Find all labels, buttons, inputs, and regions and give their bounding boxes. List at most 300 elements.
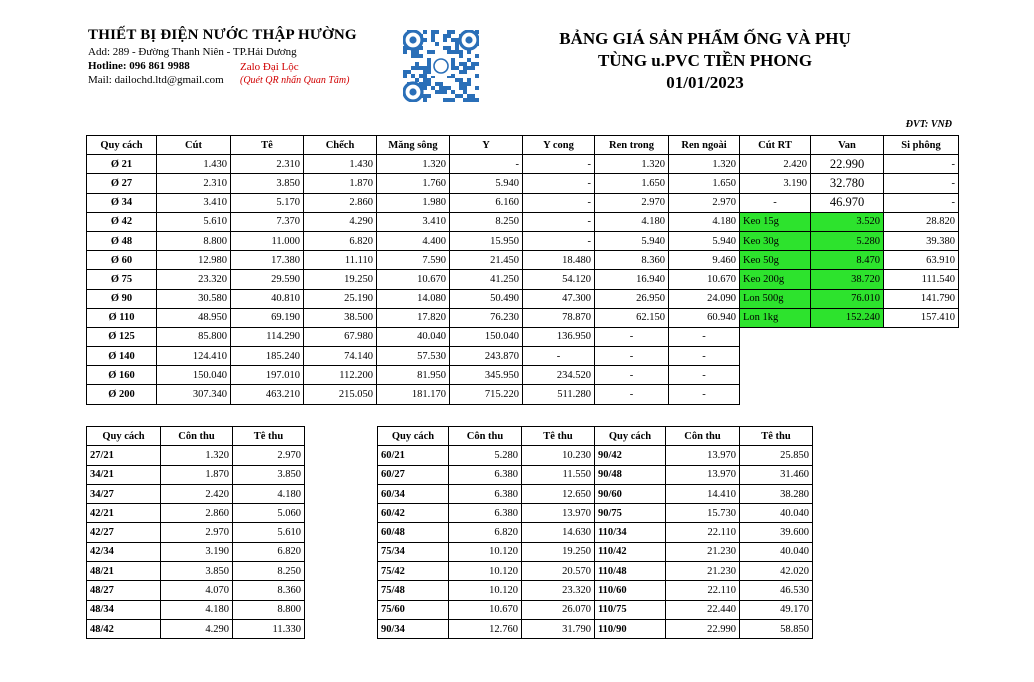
table-cell: 5.940 <box>450 174 523 193</box>
table-cell: 48/21 <box>87 562 161 581</box>
table-cell: 67.980 <box>304 327 377 346</box>
table-cell: 74.140 <box>304 347 377 366</box>
table-cell: Keo 50g <box>740 251 811 270</box>
table-row <box>378 562 813 581</box>
table-cell: 5.940 <box>669 231 740 250</box>
row-spec: Ø 34 <box>87 193 157 212</box>
table-row <box>87 327 959 346</box>
table-cell: 41.250 <box>450 270 523 289</box>
blank-cell <box>811 327 884 346</box>
table-cell: 715.220 <box>450 385 523 404</box>
table-cell: 5.280 <box>811 231 884 250</box>
table-cell: 75/34 <box>378 542 449 561</box>
table-cell: 90/48 <box>595 465 666 484</box>
table-cell: 63.910 <box>884 251 959 270</box>
table-cell: 2.860 <box>161 504 233 523</box>
table-cell: 75/42 <box>378 562 449 581</box>
column-header: Măng sông <box>377 136 450 155</box>
table-row <box>87 446 305 465</box>
table-cell: 22.990 <box>666 619 740 638</box>
price-list-title <box>520 28 890 94</box>
table-cell: 8.250 <box>233 562 305 581</box>
table-cell: 21.230 <box>666 542 740 561</box>
table-cell: 10.670 <box>449 600 522 619</box>
table-row <box>378 446 813 465</box>
table-cell: - <box>595 385 669 404</box>
table-row <box>378 581 813 600</box>
table-row <box>378 465 813 484</box>
table-cell: 38.720 <box>811 270 884 289</box>
table-cell: 511.280 <box>523 385 595 404</box>
table-cell: 1.320 <box>669 155 740 174</box>
table-cell: 27/21 <box>87 446 161 465</box>
table-cell: 243.870 <box>450 347 523 366</box>
table-cell: 17.380 <box>231 251 304 270</box>
table-cell: 30.580 <box>157 289 231 308</box>
table-cell: 1.430 <box>157 155 231 174</box>
table-cell: - <box>523 193 595 212</box>
column-header: Chếch <box>304 136 377 155</box>
table-row <box>87 212 959 231</box>
table-cell: 48/27 <box>87 581 161 600</box>
row-spec: Ø 60 <box>87 251 157 270</box>
table-cell: 12.760 <box>449 619 522 638</box>
row-spec: Ø 90 <box>87 289 157 308</box>
table-row <box>87 465 305 484</box>
table-cell: - <box>523 174 595 193</box>
table-cell: 42/21 <box>87 504 161 523</box>
column-header: Côn thu <box>666 427 740 446</box>
column-header: Quy cách <box>87 427 161 446</box>
table-cell: 12.650 <box>522 484 595 503</box>
table-cell: 185.240 <box>231 347 304 366</box>
company-hotline: Hotline: 096 861 9988 <box>88 60 190 72</box>
blank-cell <box>811 347 884 366</box>
table-cell: 60/27 <box>378 465 449 484</box>
table-row <box>87 231 959 250</box>
table-cell: 1.320 <box>595 155 669 174</box>
table-cell: 8.800 <box>233 600 305 619</box>
table-cell: 15.950 <box>450 231 523 250</box>
table-cell: 2.420 <box>740 155 811 174</box>
row-spec: Ø 160 <box>87 366 157 385</box>
table-cell: 4.180 <box>669 212 740 231</box>
reducer-table-right <box>377 426 813 639</box>
table-cell: 2.860 <box>304 193 377 212</box>
table-cell: 2.970 <box>161 523 233 542</box>
table-cell: 11.110 <box>304 251 377 270</box>
table-cell: 57.530 <box>377 347 450 366</box>
table-cell: 114.290 <box>231 327 304 346</box>
table-cell: 78.870 <box>523 308 595 327</box>
table-cell: 7.590 <box>377 251 450 270</box>
table-cell: 76.230 <box>450 308 523 327</box>
table-cell: 54.120 <box>523 270 595 289</box>
table-cell: 31.790 <box>522 619 595 638</box>
table-cell: 40.040 <box>740 504 813 523</box>
table-cell: 15.730 <box>666 504 740 523</box>
blank-cell <box>740 347 811 366</box>
table-cell: 85.800 <box>157 327 231 346</box>
table-cell: 11.000 <box>231 231 304 250</box>
column-header: Côn thu <box>161 427 233 446</box>
table-cell: 81.950 <box>377 366 450 385</box>
table-cell: 12.980 <box>157 251 231 270</box>
table-cell: 215.050 <box>304 385 377 404</box>
table-cell: 48.950 <box>157 308 231 327</box>
table-cell: 2.310 <box>157 174 231 193</box>
table-cell: 150.040 <box>157 366 231 385</box>
table-cell: 20.570 <box>522 562 595 581</box>
table-cell: 28.820 <box>884 212 959 231</box>
table-cell: 13.970 <box>666 446 740 465</box>
column-header: Ren ngoài <box>669 136 740 155</box>
blank-cell <box>811 385 884 404</box>
table-row <box>87 600 305 619</box>
row-spec: Ø 48 <box>87 231 157 250</box>
table-cell: 4.290 <box>304 212 377 231</box>
column-header: Cút RT <box>740 136 811 155</box>
table-cell: 60/48 <box>378 523 449 542</box>
table-cell: 29.590 <box>231 270 304 289</box>
table-cell: - <box>669 385 740 404</box>
table-cell: 18.480 <box>523 251 595 270</box>
table-cell: 22.110 <box>666 523 740 542</box>
table-cell: 8.360 <box>595 251 669 270</box>
row-spec: Ø 27 <box>87 174 157 193</box>
table-cell: 11.550 <box>522 465 595 484</box>
table-row <box>378 619 813 638</box>
table-cell: 11.330 <box>233 619 305 638</box>
table-cell: 1.760 <box>377 174 450 193</box>
table-cell: 50.490 <box>450 289 523 308</box>
table-row <box>87 174 959 193</box>
table-cell: 5.060 <box>233 504 305 523</box>
table-cell: 42.020 <box>740 562 813 581</box>
table-row <box>87 366 959 385</box>
table-cell: 110/48 <box>595 562 666 581</box>
table-cell: 21.230 <box>666 562 740 581</box>
table-cell: 6.380 <box>449 484 522 503</box>
table-cell: 19.250 <box>522 542 595 561</box>
table-cell: 3.850 <box>233 465 305 484</box>
table-cell: - <box>523 347 595 366</box>
table-cell: 58.850 <box>740 619 813 638</box>
table-cell: 21.450 <box>450 251 523 270</box>
qr-code-icon <box>403 30 479 102</box>
table-cell: 25.850 <box>740 446 813 465</box>
blank-cell <box>884 327 959 346</box>
table-cell: 5.170 <box>231 193 304 212</box>
column-header: Côn thu <box>449 427 522 446</box>
table-cell: 1.980 <box>377 193 450 212</box>
table-row <box>87 385 959 404</box>
table-cell: 32.780 <box>811 174 884 193</box>
table-cell: 10.230 <box>522 446 595 465</box>
table-cell: 25.190 <box>304 289 377 308</box>
table-cell: 31.460 <box>740 465 813 484</box>
table-row <box>87 542 305 561</box>
table-cell: 46.530 <box>740 581 813 600</box>
table-cell: 10.670 <box>377 270 450 289</box>
blank-cell <box>740 366 811 385</box>
table-cell: 10.670 <box>669 270 740 289</box>
row-spec: Ø 140 <box>87 347 157 366</box>
reducer-table-left <box>86 426 305 639</box>
table-cell: 4.180 <box>595 212 669 231</box>
table-cell: 34/21 <box>87 465 161 484</box>
table-cell: 111.540 <box>884 270 959 289</box>
table-cell: 60/34 <box>378 484 449 503</box>
table-cell: Keo 200g <box>740 270 811 289</box>
table-cell: 47.300 <box>523 289 595 308</box>
table-row <box>87 484 305 503</box>
table-row <box>87 308 959 327</box>
table-cell: 40.810 <box>231 289 304 308</box>
table-cell: 345.950 <box>450 366 523 385</box>
table-cell: 62.150 <box>595 308 669 327</box>
table-cell: 39.380 <box>884 231 959 250</box>
column-header: Quy cách <box>87 136 157 155</box>
table-cell: - <box>523 155 595 174</box>
column-header: Quy cách <box>378 427 449 446</box>
column-header: Tê <box>231 136 304 155</box>
table-cell: 197.010 <box>231 366 304 385</box>
table-cell: 5.940 <box>595 231 669 250</box>
table-row <box>87 193 959 212</box>
table-cell: - <box>669 366 740 385</box>
company-address: Add: 289 - Đường Thanh Niên - TP.Hải Dương <box>88 46 297 58</box>
table-cell: 46.970 <box>811 193 884 212</box>
column-header: Tê thu <box>522 427 595 446</box>
table-cell: 76.010 <box>811 289 884 308</box>
zalo-hint: (Quét QR nhấn Quan Tâm) <box>240 75 350 86</box>
table-cell: 60/42 <box>378 504 449 523</box>
table-cell: 10.120 <box>449 562 522 581</box>
table-cell: 13.970 <box>666 465 740 484</box>
table-cell: 49.170 <box>740 600 813 619</box>
blank-cell <box>884 347 959 366</box>
row-spec: Ø 75 <box>87 270 157 289</box>
table-cell: 136.950 <box>523 327 595 346</box>
table-row <box>87 155 959 174</box>
table-cell: 6.160 <box>450 193 523 212</box>
table-cell: - <box>523 212 595 231</box>
table-cell: 22.990 <box>811 155 884 174</box>
table-cell: 34/27 <box>87 484 161 503</box>
table-cell: 181.170 <box>377 385 450 404</box>
table-cell: 157.410 <box>884 308 959 327</box>
table-cell: 42/27 <box>87 523 161 542</box>
column-header: Tê thu <box>233 427 305 446</box>
table-cell: 13.970 <box>522 504 595 523</box>
table-cell: 3.850 <box>231 174 304 193</box>
table-cell: 2.310 <box>231 155 304 174</box>
table-row <box>378 523 813 542</box>
table-cell: 4.180 <box>161 600 233 619</box>
table-cell: 39.600 <box>740 523 813 542</box>
table-cell: Lon 500g <box>740 289 811 308</box>
table-row <box>378 600 813 619</box>
table-cell: 141.790 <box>884 289 959 308</box>
table-row <box>87 504 305 523</box>
row-spec: Ø 21 <box>87 155 157 174</box>
table-cell: 90/42 <box>595 446 666 465</box>
table-cell: 6.820 <box>449 523 522 542</box>
table-cell: 90/60 <box>595 484 666 503</box>
table-cell: 48/34 <box>87 600 161 619</box>
table-cell: 2.970 <box>233 446 305 465</box>
table-cell: Keo 30g <box>740 231 811 250</box>
table-cell: - <box>884 193 959 212</box>
table-row <box>87 289 959 308</box>
table-cell: 4.180 <box>233 484 305 503</box>
table-cell: 110/60 <box>595 581 666 600</box>
row-spec: Ø 200 <box>87 385 157 404</box>
table-cell: 75/60 <box>378 600 449 619</box>
table-cell: 14.080 <box>377 289 450 308</box>
table-cell: 234.520 <box>523 366 595 385</box>
table-cell: 6.820 <box>233 542 305 561</box>
table-cell: 1.870 <box>161 465 233 484</box>
table-cell: 3.410 <box>157 193 231 212</box>
column-header: Cút <box>157 136 231 155</box>
table-cell: 124.410 <box>157 347 231 366</box>
table-cell: 19.250 <box>304 270 377 289</box>
table-cell: - <box>669 327 740 346</box>
table-cell: 10.120 <box>449 542 522 561</box>
table-cell: 1.650 <box>595 174 669 193</box>
table-cell: 8.470 <box>811 251 884 270</box>
column-header: Y <box>450 136 523 155</box>
table-cell: 112.200 <box>304 366 377 385</box>
table-cell: - <box>595 347 669 366</box>
table-cell: 17.820 <box>377 308 450 327</box>
column-header: Tê thu <box>740 427 813 446</box>
table-cell: 1.320 <box>161 446 233 465</box>
table-cell: 26.070 <box>522 600 595 619</box>
table-cell: 5.280 <box>449 446 522 465</box>
table-row <box>378 504 813 523</box>
table-cell: 5.610 <box>157 212 231 231</box>
blank-cell <box>884 366 959 385</box>
table-cell: 23.320 <box>157 270 231 289</box>
column-header: Van <box>811 136 884 155</box>
table-cell: 110/75 <box>595 600 666 619</box>
table-cell: 4.400 <box>377 231 450 250</box>
table-cell: 7.370 <box>231 212 304 231</box>
table-row <box>378 484 813 503</box>
table-cell: - <box>884 155 959 174</box>
table-cell: 110/42 <box>595 542 666 561</box>
main-price-table <box>86 135 959 405</box>
blank-cell <box>740 385 811 404</box>
table-cell: 24.090 <box>669 289 740 308</box>
row-spec: Ø 110 <box>87 308 157 327</box>
table-cell: 40.040 <box>740 542 813 561</box>
table-cell: 3.520 <box>811 212 884 231</box>
table-cell: 152.240 <box>811 308 884 327</box>
table-cell: 2.420 <box>161 484 233 503</box>
table-cell: 2.970 <box>669 193 740 212</box>
table-cell: - <box>595 366 669 385</box>
column-header: Quy cách <box>595 427 666 446</box>
table-cell: 8.250 <box>450 212 523 231</box>
table-row <box>87 270 959 289</box>
title-line-2: TÙNG u.PVC TIỀN PHONG <box>597 51 813 70</box>
table-cell: 3.410 <box>377 212 450 231</box>
table-cell: 60.940 <box>669 308 740 327</box>
blank-cell <box>884 385 959 404</box>
table-cell: - <box>669 347 740 366</box>
table-cell: 2.970 <box>595 193 669 212</box>
table-cell: 3.190 <box>161 542 233 561</box>
table-cell: 6.380 <box>449 465 522 484</box>
table-cell: - <box>523 231 595 250</box>
table-cell: 38.500 <box>304 308 377 327</box>
table-row <box>87 347 959 366</box>
table-cell: 22.110 <box>666 581 740 600</box>
zalo-info <box>240 60 349 88</box>
table-cell: 4.070 <box>161 581 233 600</box>
table-cell: 6.380 <box>449 504 522 523</box>
title-line-1: BẢNG GIÁ SẢN PHẨM ỐNG VÀ PHỤ <box>559 29 851 48</box>
table-cell: Lon 1kg <box>740 308 811 327</box>
table-row <box>378 542 813 561</box>
table-cell: 75/48 <box>378 581 449 600</box>
table-cell: 5.610 <box>233 523 305 542</box>
table-cell: 150.040 <box>450 327 523 346</box>
title-date: 01/01/2023 <box>666 73 744 92</box>
table-cell: 26.950 <box>595 289 669 308</box>
column-header: Si phông <box>884 136 959 155</box>
table-cell: 110/34 <box>595 523 666 542</box>
table-cell: 9.460 <box>669 251 740 270</box>
table-cell: 307.340 <box>157 385 231 404</box>
table-cell: 69.190 <box>231 308 304 327</box>
table-cell: 110/90 <box>595 619 666 638</box>
row-spec: Ø 42 <box>87 212 157 231</box>
table-cell: 90/75 <box>595 504 666 523</box>
table-cell: 1.870 <box>304 174 377 193</box>
table-cell: 14.630 <box>522 523 595 542</box>
table-cell: 22.440 <box>666 600 740 619</box>
table-cell: 3.190 <box>740 174 811 193</box>
row-spec: Ø 125 <box>87 327 157 346</box>
table-cell: - <box>450 155 523 174</box>
table-row <box>87 581 305 600</box>
zalo-label: Zalo Đại Lộc <box>240 61 299 73</box>
company-mail: Mail: dailochd.ltd@gmail.com <box>88 74 224 86</box>
table-row <box>87 562 305 581</box>
table-cell: 3.850 <box>161 562 233 581</box>
table-cell: 1.430 <box>304 155 377 174</box>
table-cell: 40.040 <box>377 327 450 346</box>
table-cell: 16.940 <box>595 270 669 289</box>
table-cell: 90/34 <box>378 619 449 638</box>
table-cell: 8.800 <box>157 231 231 250</box>
table-cell: - <box>595 327 669 346</box>
column-header: Y cong <box>523 136 595 155</box>
table-row <box>87 619 305 638</box>
table-row <box>87 523 305 542</box>
table-row <box>87 251 959 270</box>
table-cell: 8.360 <box>233 581 305 600</box>
table-cell: 10.120 <box>449 581 522 600</box>
table-cell: 23.320 <box>522 581 595 600</box>
column-header: Ren trong <box>595 136 669 155</box>
table-cell: 48/42 <box>87 619 161 638</box>
